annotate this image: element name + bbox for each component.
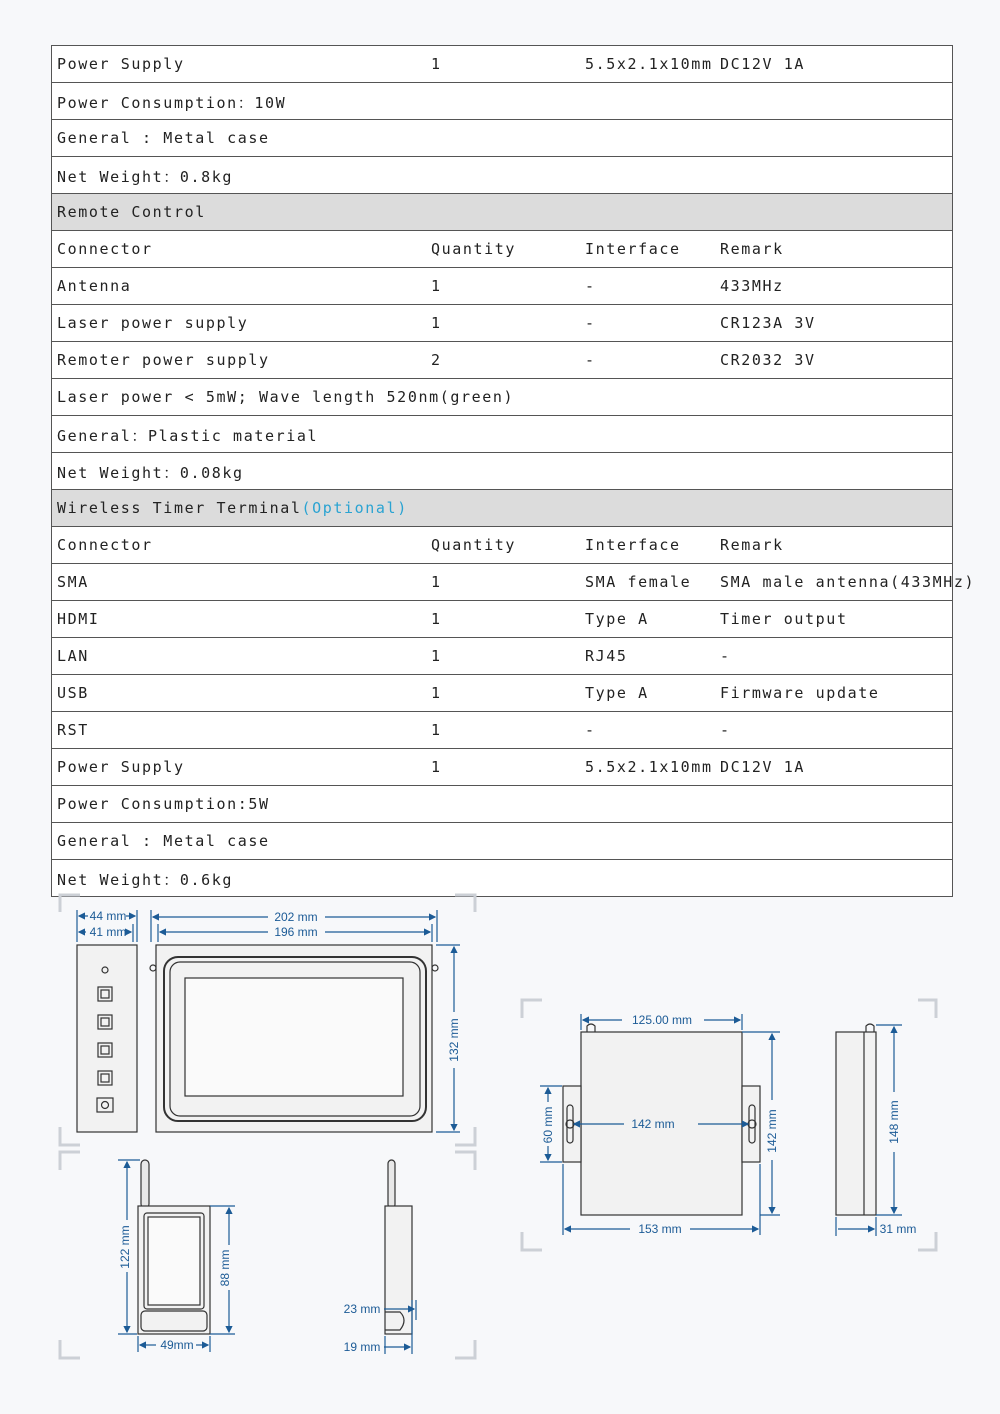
column-header-connector: Connector [57, 536, 153, 554]
column-header-interface: Interface [585, 240, 681, 258]
connector-cell: LAN [57, 647, 89, 665]
remark-cell: - [720, 721, 731, 739]
note-cell: General：Plastic material [57, 427, 319, 445]
dim-41mm: 41 mm [89, 925, 127, 939]
remark-cell: Firmware update [720, 684, 880, 702]
timer-side-view [836, 1024, 876, 1215]
quantity-cell: 1 [431, 573, 442, 591]
column-header-remark: Remark [720, 240, 784, 258]
connector-cell: RST [57, 721, 89, 739]
connector-cell: Power Supply [57, 55, 185, 73]
optional-note: (Optional) [301, 499, 408, 517]
interface-cell: Type A [585, 610, 649, 628]
note-cell: Net Weight：0.08kg [57, 464, 244, 482]
section-title: Wireless Timer Terminal [57, 499, 302, 517]
dim-196mm: 196 mm [274, 925, 318, 939]
quantity-cell: 1 [431, 314, 442, 332]
interface-cell: - [585, 721, 596, 739]
connector-cell: Power Supply [57, 758, 185, 776]
note-cell: Net Weight：0.8kg [57, 168, 234, 186]
dim-142mm-width: 142 mm [631, 1117, 675, 1131]
quantity-cell: 1 [431, 610, 442, 628]
remark-cell: CR123A 3V [720, 314, 816, 332]
interface-cell: - [585, 351, 596, 369]
interface-cell: - [585, 314, 596, 332]
dim-125mm: 125.00 mm [631, 1013, 693, 1027]
dim-19mm: 19 mm [343, 1340, 381, 1354]
note-cell: Net Weight：0.6kg [57, 871, 234, 889]
quantity-cell: 1 [431, 684, 442, 702]
connector-cell: Remoter power supply [57, 351, 270, 369]
connector-cell: SMA [57, 573, 89, 591]
interface-cell: - [585, 277, 596, 295]
interface-cell: Type A [585, 684, 649, 702]
connector-cell: HDMI [57, 610, 100, 628]
note-cell: Power Consumption：10W [57, 94, 287, 112]
remote-side-view [385, 1160, 412, 1334]
note-cell: General : Metal case [57, 129, 270, 147]
remark-cell: CR2032 3V [720, 351, 816, 369]
remark-cell: - [720, 647, 731, 665]
dim-49mm: 49mm [160, 1338, 194, 1352]
dim-132mm: 132 mm [447, 1018, 461, 1062]
column-header-remark: Remark [720, 536, 784, 554]
dim-122mm: 122 mm [118, 1225, 132, 1269]
remark-cell: Timer output [720, 610, 848, 628]
quantity-cell: 1 [431, 277, 442, 295]
note-cell: Laser power < 5mW; Wave length 520nm(green) [57, 388, 515, 406]
connector-cell: Antenna [57, 277, 132, 295]
remark-cell: DC12V 1A [720, 758, 806, 776]
section-title: Remote Control [57, 203, 206, 221]
remark-cell: DC12V 1A [720, 55, 806, 73]
display-side-view [77, 945, 137, 1132]
dim-31mm: 31 mm [879, 1222, 917, 1236]
dim-202mm: 202 mm [274, 910, 318, 924]
connector-cell: Laser power supply [57, 314, 249, 332]
interface-cell: 5.5x2.1x10mm [585, 55, 713, 73]
column-header-quantity: Quantity [431, 536, 517, 554]
quantity-cell: 1 [431, 758, 442, 776]
remote-front-view [138, 1160, 210, 1334]
dim-153mm: 153 mm [638, 1222, 682, 1236]
interface-cell: SMA female [585, 573, 692, 591]
column-header-connector: Connector [57, 240, 153, 258]
quantity-cell: 1 [431, 55, 442, 73]
dim-60mm: 60 mm [541, 1106, 555, 1144]
display-front-view [150, 945, 438, 1132]
quantity-cell: 1 [431, 721, 442, 739]
dim-44mm: 44 mm [89, 909, 127, 923]
quantity-cell: 1 [431, 647, 442, 665]
remark-cell: SMA male antenna(433MHz) [720, 573, 976, 591]
interface-cell: 5.5x2.1x10mm [585, 758, 713, 776]
connector-cell: USB [57, 684, 89, 702]
remark-cell: 433MHz [720, 277, 784, 295]
note-cell: Power Consumption:5W [57, 795, 270, 813]
dim-23mm: 23 mm [343, 1302, 381, 1316]
interface-cell: RJ45 [585, 647, 628, 665]
column-header-quantity: Quantity [431, 240, 517, 258]
dim-148mm: 148 mm [887, 1100, 901, 1144]
note-cell: General : Metal case [57, 832, 270, 850]
dim-88mm: 88 mm [218, 1249, 232, 1287]
column-header-interface: Interface [585, 536, 681, 554]
quantity-cell: 2 [431, 351, 442, 369]
dim-142mm-height: 142 mm [765, 1109, 779, 1153]
